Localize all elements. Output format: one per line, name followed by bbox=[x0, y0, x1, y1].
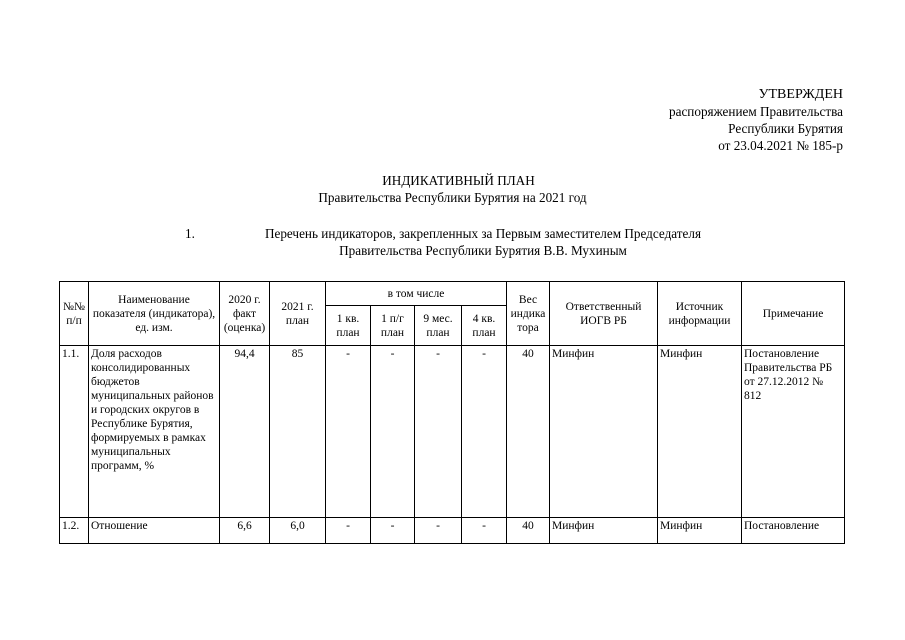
header-fact-2020: 2020 г. факт (оценка) bbox=[220, 282, 270, 346]
header-h1: 1 п/г план bbox=[371, 306, 415, 346]
row-fact-2020: 94,4 bbox=[220, 346, 270, 518]
row-h1: - bbox=[371, 518, 415, 544]
header-num: №№ п/п bbox=[60, 282, 89, 346]
row-q4: - bbox=[462, 346, 507, 518]
section-title bbox=[221, 225, 745, 259]
row-num: 1.1. bbox=[60, 346, 89, 518]
row-q1: - bbox=[326, 346, 371, 518]
row-9m: - bbox=[415, 346, 462, 518]
header-responsible: Ответственный ИОГВ РБ bbox=[550, 282, 658, 346]
row-fact-2020: 6,6 bbox=[220, 518, 270, 544]
row-weight: 40 bbox=[507, 518, 550, 544]
header-note: Примечание bbox=[742, 282, 845, 346]
header-weight: Вес индика тора bbox=[507, 282, 550, 346]
row-q4: - bbox=[462, 518, 507, 544]
plan-title: ИНДИКАТИВНЫЙ ПЛАН bbox=[382, 173, 535, 188]
header-q4: 4 кв. план bbox=[462, 306, 507, 346]
header-q1: 1 кв. план bbox=[326, 306, 371, 346]
approval-title: УТВЕРЖДЕН bbox=[758, 87, 843, 102]
plan-subtitle: Правительства Республики Бурятия на 2021 год bbox=[318, 190, 587, 205]
header-plan-2021: 2021 г. план bbox=[270, 282, 326, 346]
header-9m: 9 мес. план bbox=[415, 306, 462, 346]
row-name: Отношение bbox=[89, 518, 220, 544]
row-note: Постановление bbox=[742, 518, 845, 544]
row-note: Постановление Правительства РБ от 27.12.2012 № 812 bbox=[742, 346, 845, 518]
section-number: 1. bbox=[185, 226, 195, 241]
row-9m: - bbox=[415, 518, 462, 544]
row-name: Доля расходов консолидированных бюджетов муниципальных районов и городских округов в Республике Бурятия, формируемых в рамках муниципальных программ, % bbox=[89, 346, 220, 518]
plan-heading bbox=[0, 172, 905, 206]
row-responsible: Минфин bbox=[550, 346, 658, 518]
row-source: Минфин bbox=[658, 518, 742, 544]
table-row bbox=[60, 346, 845, 518]
row-plan-2021: 6,0 bbox=[270, 518, 326, 544]
table-row bbox=[60, 518, 845, 544]
section-heading bbox=[185, 225, 745, 259]
header-source: Источник информации bbox=[658, 282, 742, 346]
approval-line-1: распоряжением Правительства bbox=[669, 104, 843, 119]
indicators-table bbox=[59, 281, 845, 544]
row-plan-2021: 85 bbox=[270, 346, 326, 518]
row-responsible: Минфин bbox=[550, 518, 658, 544]
row-q1: - bbox=[326, 518, 371, 544]
row-h1: - bbox=[371, 346, 415, 518]
row-source: Минфин bbox=[658, 346, 742, 518]
approval-line-2: Республики Бурятия bbox=[728, 121, 843, 136]
header-name: Наименование показателя (индикатора), ед. изм. bbox=[89, 282, 220, 346]
approval-line-3: от 23.04.2021 № 185-р bbox=[718, 138, 843, 153]
section-title-line-1: Перечень индикаторов, закрепленных за Первым заместителем Председателя bbox=[264, 226, 702, 241]
section-title-line-2: Правительства Республики Бурятия В.В. Мухиным bbox=[339, 243, 627, 258]
row-weight: 40 bbox=[507, 346, 550, 518]
header-including: в том числе bbox=[326, 282, 507, 306]
row-num: 1.2. bbox=[60, 518, 89, 544]
approval-block bbox=[669, 86, 843, 154]
